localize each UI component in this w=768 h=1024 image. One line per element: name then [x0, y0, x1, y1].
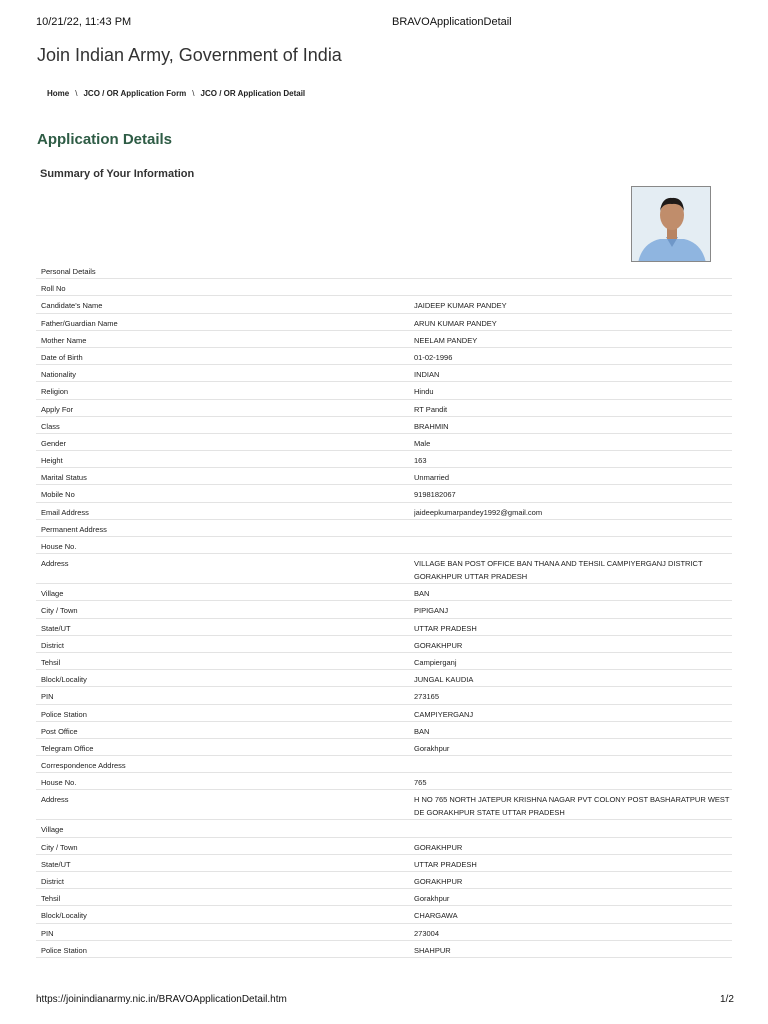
detail-value: INDIAN	[414, 370, 440, 380]
breadcrumb-home[interactable]: Home	[47, 89, 70, 98]
detail-label: Permanent Address	[41, 524, 107, 534]
detail-label: Candidate's Name	[41, 301, 103, 311]
detail-row	[36, 417, 732, 434]
detail-label: Religion	[41, 387, 69, 397]
detail-value: 163	[414, 456, 427, 466]
detail-label: Police Station	[41, 709, 87, 719]
detail-value: SHAHPUR	[414, 945, 451, 955]
detail-row	[36, 739, 732, 756]
detail-value: Unmarried	[414, 473, 450, 483]
detail-row	[36, 584, 732, 601]
print-footer	[36, 994, 768, 1005]
detail-label: Telegram Office	[41, 743, 94, 753]
detail-label: Tehsil	[41, 657, 61, 667]
detail-row	[36, 348, 732, 365]
detail-label: Mobile No	[41, 490, 75, 500]
detail-row	[36, 537, 732, 554]
detail-row	[36, 619, 732, 636]
detail-label: District	[41, 877, 64, 886]
detail-row	[36, 400, 732, 417]
detail-label: Class	[41, 421, 60, 431]
summary-title: Summary of Your Information	[40, 168, 195, 180]
detail-value: ARUN KUMAR PANDEY	[414, 318, 497, 328]
page-title: Application Details	[37, 131, 173, 148]
detail-label: Date of Birth	[41, 352, 83, 362]
breadcrumb-application-form[interactable]: JCO / OR Application Form	[83, 89, 187, 98]
print-url: https://joinindianarmy.nic.in/BRAVOApplicationDetail.htm	[36, 994, 287, 1005]
breadcrumb	[47, 89, 305, 98]
detail-row	[36, 554, 732, 584]
detail-label: Mother Name	[41, 335, 87, 345]
detail-label: Apply For	[41, 404, 74, 414]
detail-value: PIPIGANJ	[414, 606, 449, 616]
detail-value: Gorakhpur	[414, 894, 450, 904]
detail-value: UTTAR PRADESH	[414, 859, 477, 869]
detail-label: Marital Status	[41, 473, 87, 483]
detail-value: NEELAM PANDEY	[414, 335, 478, 345]
detail-row	[36, 855, 732, 872]
detail-row	[36, 365, 732, 382]
detail-row	[36, 451, 732, 468]
detail-label: Height	[41, 456, 63, 466]
site-title: Join Indian Army, Government of India	[37, 45, 342, 65]
detail-value: 01-02-1996	[414, 352, 453, 362]
detail-label: Nationality	[41, 370, 77, 380]
detail-row	[36, 262, 732, 279]
detail-label: Gender	[41, 438, 67, 448]
detail-row	[36, 382, 732, 399]
detail-row	[36, 838, 732, 855]
detail-label: Email Address	[41, 507, 89, 517]
detail-row	[36, 889, 732, 906]
detail-label: Village	[41, 825, 64, 835]
detail-row	[36, 296, 732, 313]
detail-row	[36, 503, 732, 520]
detail-label: House No.	[41, 778, 77, 788]
print-doc-title: BRAVOApplicationDetail	[392, 16, 512, 28]
detail-value: Gorakhpur	[414, 743, 450, 753]
detail-row	[36, 924, 732, 941]
detail-row	[36, 670, 732, 687]
detail-label: Police Station	[41, 945, 87, 955]
detail-row	[36, 601, 732, 618]
detail-label: PIN	[41, 928, 54, 938]
detail-label: State/UT	[41, 623, 71, 633]
detail-row	[36, 434, 732, 451]
detail-value: 9198182067	[414, 490, 456, 500]
detail-row	[36, 687, 732, 704]
detail-value: jaideepkumarpandey1992@gmail.com	[414, 507, 543, 517]
detail-label: PIN	[41, 692, 54, 702]
detail-value: Hindu	[414, 387, 434, 397]
detail-row	[36, 773, 732, 790]
detail-row	[36, 722, 732, 739]
detail-row	[36, 820, 732, 837]
detail-label: Roll No	[41, 284, 66, 294]
detail-row	[36, 790, 732, 820]
detail-row	[36, 520, 732, 537]
print-date: 10/21/22, 11:43 PM	[36, 16, 132, 28]
detail-label: Personal Details	[41, 267, 96, 276]
detail-value: BAN	[414, 589, 430, 599]
detail-label: Address	[41, 559, 69, 569]
detail-row	[36, 279, 732, 296]
detail-label: Tehsil	[41, 894, 61, 904]
detail-value: VILLAGE BAN POST OFFICE BAN THANA AND TEHSIL CAMPIYERGANJ DISTRICT GORAKHPUR UTTAR PRADESH	[414, 559, 703, 582]
detail-value: BRAHMIN	[414, 421, 449, 431]
detail-row	[36, 653, 732, 670]
detail-value: 273165	[414, 692, 440, 702]
detail-label: Block/Locality	[41, 675, 87, 685]
detail-label: Post Office	[41, 726, 78, 736]
application-details-table	[36, 262, 732, 958]
breadcrumb-separator: \	[75, 89, 78, 98]
detail-value: RT Pandit	[414, 404, 448, 414]
detail-label: City / Town	[41, 842, 78, 852]
detail-row	[36, 872, 732, 889]
detail-row	[36, 314, 732, 331]
candidate-photo-image	[632, 187, 711, 262]
detail-value: 273004	[414, 928, 440, 938]
detail-label: Correspondence Address	[41, 761, 126, 771]
detail-value: CAMPIYERGANJ	[414, 709, 474, 719]
detail-row	[36, 756, 732, 773]
detail-label: House No.	[41, 542, 77, 551]
detail-value: H NO 765 NORTH JATEPUR KRISHNA NAGAR PVT COLONY POST BASHARATPUR WEST DE GORAKHPUR STATE UTTAR PRADESH	[414, 795, 730, 818]
detail-row	[36, 468, 732, 485]
detail-row	[36, 941, 732, 958]
detail-value: GORAKHPUR	[414, 877, 463, 886]
breadcrumb-separator: \	[192, 89, 195, 98]
candidate-photo	[631, 186, 711, 262]
breadcrumb-application-detail: JCO / OR Application Detail	[200, 89, 306, 98]
detail-value: JUNGAL KAUDIA	[414, 675, 474, 685]
detail-value: UTTAR PRADESH	[414, 623, 477, 633]
detail-value: BAN	[414, 726, 430, 736]
detail-value: CHARGAWA	[414, 911, 458, 921]
detail-value: GORAKHPUR	[414, 842, 463, 852]
detail-label: City / Town	[41, 606, 78, 616]
detail-value: GORAKHPUR	[414, 640, 463, 650]
detail-value: Campierganj	[414, 657, 457, 667]
detail-label: State/UT	[41, 859, 71, 869]
detail-value: JAIDEEP KUMAR PANDEY	[414, 301, 507, 311]
detail-row	[36, 331, 732, 348]
detail-label: Village	[41, 589, 64, 599]
print-page-number: 1/2	[720, 994, 734, 1005]
detail-label: Address	[41, 795, 69, 805]
detail-row	[36, 485, 732, 502]
detail-label: Block/Locality	[41, 911, 87, 921]
detail-row	[36, 636, 732, 653]
detail-row	[36, 705, 732, 722]
detail-value: 765	[414, 778, 427, 788]
detail-label: District	[41, 640, 64, 650]
detail-label: Father/Guardian Name	[41, 318, 118, 328]
detail-value: Male	[414, 438, 431, 448]
detail-row	[36, 906, 732, 923]
